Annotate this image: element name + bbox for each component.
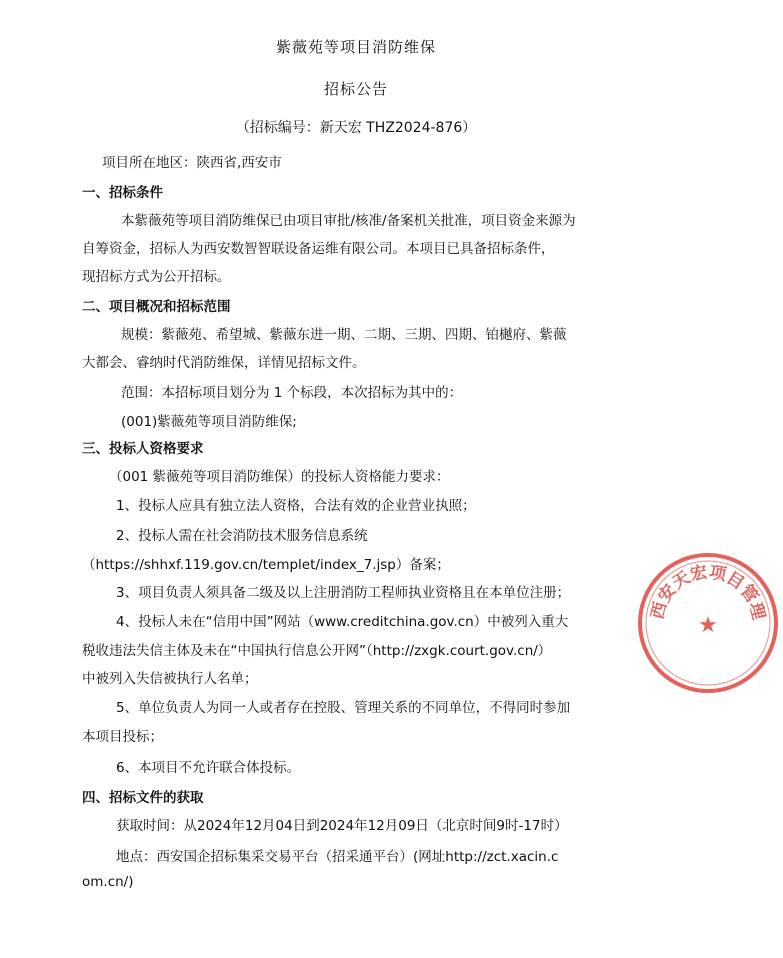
- document-subtitle: 招标公告: [323, 80, 388, 98]
- paragraph-line: 现招标方式为公开招标。: [82, 269, 231, 285]
- paragraph-line: 本紫薇苑等项目消防维保已由项目审批/核准/备案机关批准，项目资金来源为: [121, 213, 576, 229]
- paragraph-line: 自筹资金，招标人为西安数智智联设备运维有限公司。本项目已具备招标条件，: [82, 241, 555, 257]
- requirement-item: 2、投标人需在社会消防技术服务信息系统: [116, 528, 368, 544]
- section-heading-3: 三、投标人资格要求: [82, 441, 204, 457]
- requirement-item: 中被列入失信被执行人名单；: [82, 671, 258, 687]
- section-heading-4: 四、招标文件的获取: [82, 790, 204, 806]
- section-heading-2: 二、项目概况和招标范围: [82, 299, 231, 315]
- document-title: 紫薇苑等项目消防维保: [275, 38, 436, 56]
- paragraph-line: 大都会、睿纳时代消防维保，详情见招标文件。: [82, 355, 366, 371]
- paragraph-line: （001 紫薇苑等项目消防维保）的投标人资格能力要求：: [109, 469, 450, 485]
- paragraph-line: 地点：西安国企招标集采交易平台（招采通平台）(网址http://zct.xacin.c: [116, 849, 559, 865]
- seal-text: 西安天宏项目管理: [647, 562, 769, 622]
- requirement-item: 4、投标人未在“信用中国”网站（www.creditchina.gov.cn）中被列入重大: [116, 614, 569, 630]
- requirement-item: 3、项目负责人须具备二级及以上注册消防工程师执业资格且在本单位注册；: [116, 585, 571, 601]
- svg-text:★: ★: [698, 613, 718, 638]
- requirement-item: 5、单位负责人为同一人或者存在控股、管理关系的不同单位，不得同时参加: [116, 700, 571, 716]
- requirement-item: 1、投标人应具有独立法人资格，合法有效的企业营业执照；: [116, 498, 476, 514]
- bid-number: （招标编号：新天宏 THZ2024-876）: [235, 120, 477, 136]
- paragraph-line: 获取时间：从2024年12月04日到2024年12月09日（北京时间9时-17时）: [116, 818, 568, 834]
- paragraph-line: (001)紫薇苑等项目消防维保;: [121, 414, 297, 430]
- project-location: 项目所在地区：陕西省,西安市: [102, 155, 282, 171]
- paragraph-line: 规模：紫薇苑、希望城、紫薇东进一期、二期、三期、四期、铂樾府、紫薇: [121, 327, 567, 343]
- requirement-item: （https://shhxf.119.gov.cn/templet/index_7.jsp）备案；: [82, 557, 450, 573]
- company-seal-icon: [633, 548, 783, 698]
- paragraph-line: 范围：本招标项目划分为 1 个标段，本次招标为其中的：: [121, 385, 463, 401]
- requirement-item: 本项目投标；: [82, 729, 163, 745]
- paragraph-line: om.cn/): [82, 874, 134, 890]
- section-heading-1: 一、招标条件: [82, 185, 163, 201]
- requirement-item: 6、本项目不允许联合体投标。: [116, 760, 301, 776]
- requirement-item: 税收违法失信主体及未在“中国执行信息公开网”（http://zxgk.court.gov.cn/）: [82, 643, 552, 659]
